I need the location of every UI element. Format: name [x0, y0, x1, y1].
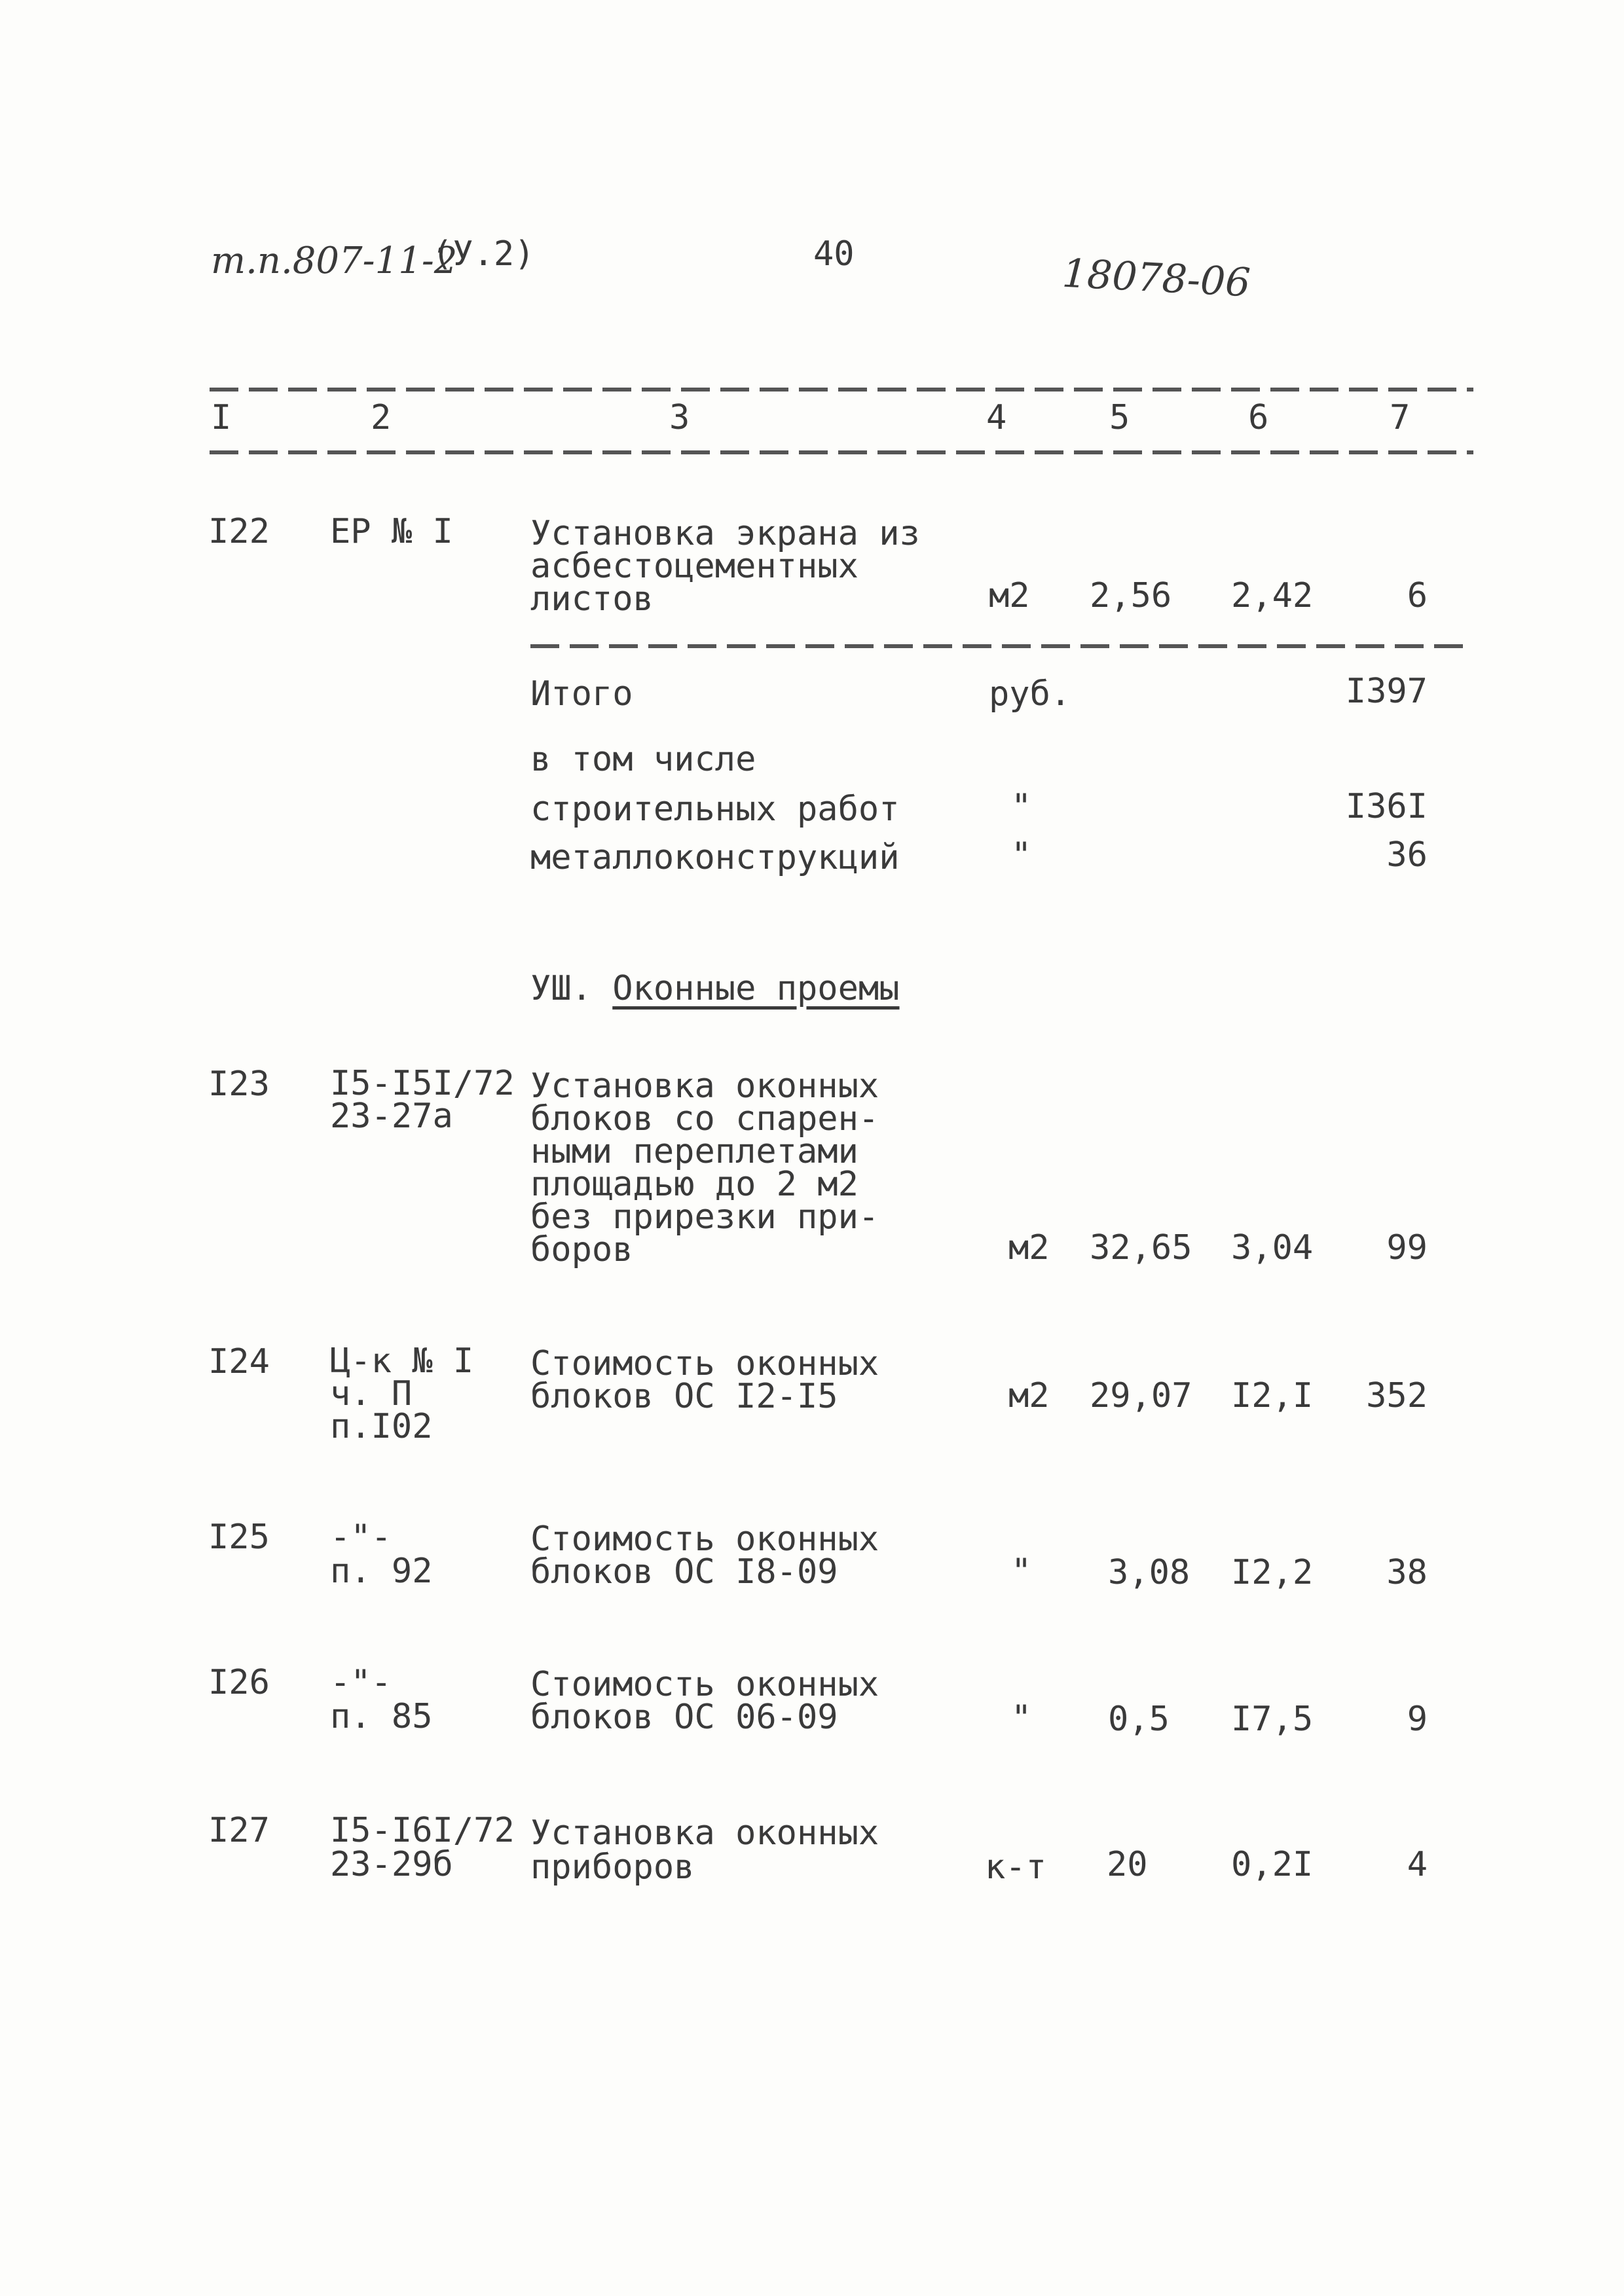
col-header-3: 3 [669, 398, 690, 437]
row-unit-price: I2,2 [1231, 1553, 1314, 1592]
row-description: Стоимость оконных блоков ОС I2-I5 [530, 1344, 879, 1416]
row-reference: I5-I5I/72 23-27а [330, 1064, 515, 1136]
project-code: т.п.807-11-2 [211, 240, 458, 282]
page-number: 40 [813, 234, 855, 274]
summary-item-label: металлоконструкций [530, 838, 900, 877]
row-quantity: 3,08 [1108, 1553, 1190, 1592]
summary-item-label: строительных работ [530, 790, 900, 829]
row-unit-price: 0,2I [1231, 1845, 1314, 1884]
row-number: I27 [208, 1811, 270, 1850]
variant-label: (У.2) [432, 234, 535, 274]
row-unit: м2 [1008, 1376, 1050, 1415]
row-reference: ЕР № I [330, 512, 453, 551]
row-total: 6 [1407, 576, 1428, 615]
row-total: 38 [1386, 1553, 1428, 1592]
row-unit-price: I2,I [1231, 1376, 1314, 1415]
row-quantity: 0,5 [1108, 1700, 1170, 1739]
row-number: I26 [208, 1663, 270, 1702]
row-number: I25 [208, 1518, 270, 1557]
row-unit-price: I7,5 [1231, 1700, 1314, 1739]
row-quantity: 2,56 [1090, 576, 1172, 615]
row-quantity: 29,07 [1090, 1376, 1192, 1415]
row-description: Стоимость оконных блоков ОС I8-09 [530, 1520, 879, 1592]
summary-item-value: I36I [1345, 787, 1428, 826]
row-description: Установка экрана из асбестоцементных листов [530, 514, 920, 619]
row-reference: Ц-к № I ч. П п.I02 [330, 1341, 474, 1446]
col-header-5: 5 [1109, 398, 1130, 437]
section-number: УШ. [530, 969, 592, 1008]
row-unit: к-т [985, 1848, 1046, 1887]
row-quantity: 32,65 [1090, 1228, 1192, 1267]
row-reference: -"- п. 92 [330, 1518, 433, 1591]
row-total: 99 [1386, 1228, 1428, 1267]
total-value: I397 [1345, 672, 1428, 711]
row-number: I22 [208, 512, 270, 551]
row-unit: " [1011, 1552, 1032, 1591]
row-unit-price: 2,42 [1231, 576, 1314, 615]
row-unit-price: 3,04 [1231, 1228, 1314, 1267]
row-total: 352 [1366, 1376, 1428, 1415]
row-reference: -"- п. 85 [330, 1663, 433, 1736]
col-header-2: 2 [371, 398, 392, 437]
col-header-4: 4 [986, 398, 1007, 437]
row-number: I24 [208, 1342, 270, 1381]
row-description: Установка оконных приборов [530, 1813, 879, 1887]
doc-number: 18078-06 [1061, 250, 1252, 306]
summary-item-unit: " [1011, 787, 1032, 826]
row-description: Установка оконных блоков со спарен- ными переплетами площадью до 2 м2 без прирезки при- боров [530, 1066, 879, 1269]
header-top-rule [210, 388, 1473, 392]
header-bottom-rule [210, 450, 1473, 454]
row-unit: м2 [1008, 1228, 1050, 1267]
row-total: 4 [1407, 1845, 1428, 1884]
col-header-6: 6 [1248, 398, 1269, 437]
row-unit: " [1011, 1698, 1032, 1738]
section-heading [530, 969, 900, 1008]
section-title: Оконные проемы [612, 969, 900, 1008]
row-reference: I5-I6I/72 23-29б [330, 1811, 515, 1884]
row-unit: м2 [989, 576, 1030, 615]
row-quantity: 20 [1107, 1845, 1148, 1884]
summary-item-unit: " [1011, 835, 1032, 875]
including-label: в том числе [530, 740, 756, 779]
total-label: Итого [530, 674, 633, 714]
row-total: 9 [1407, 1700, 1428, 1739]
col-header-7: 7 [1390, 398, 1411, 437]
row-number: I23 [208, 1065, 270, 1104]
summary-item-value: 36 [1386, 835, 1428, 875]
subtotal-rule [530, 644, 1473, 648]
col-header-1: I [211, 398, 232, 437]
row-description: Стоимость оконных блоков ОС 06-09 [530, 1665, 879, 1737]
total-unit: руб. [989, 674, 1071, 714]
